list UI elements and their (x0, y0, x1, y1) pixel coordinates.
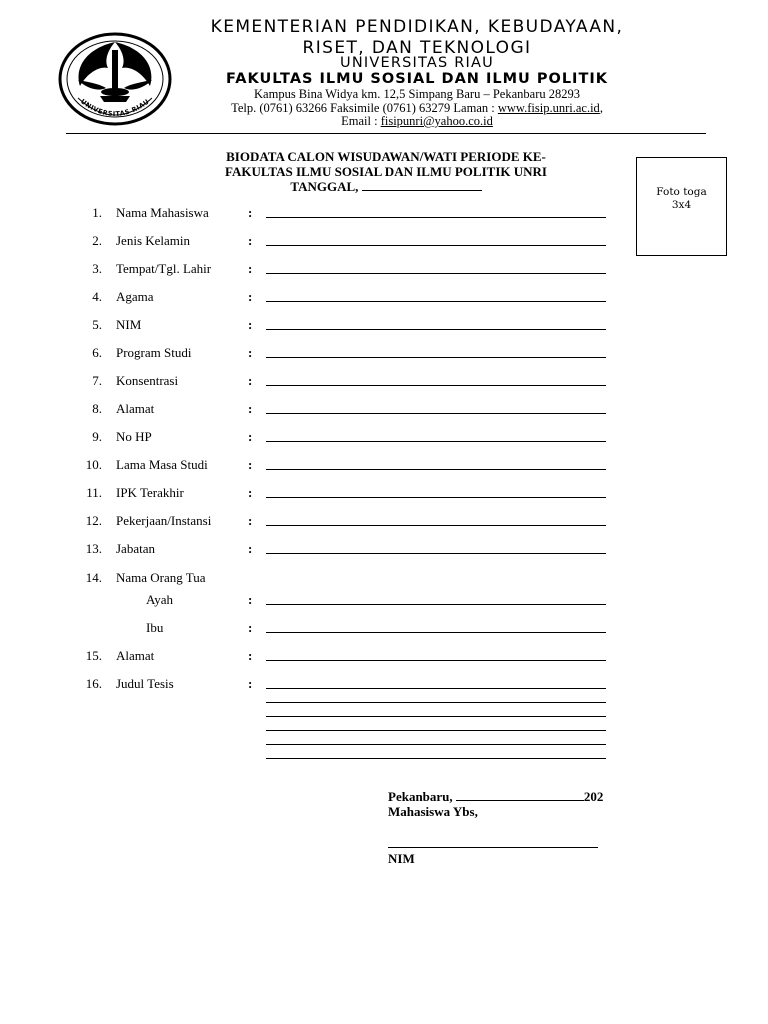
university-logo (58, 32, 172, 126)
field-input-line[interactable] (266, 553, 606, 554)
field-number: 16. (85, 676, 102, 691)
field-label: Jenis Kelamin (116, 233, 191, 248)
field-input-line[interactable] (266, 688, 606, 689)
field-input-line[interactable] (266, 660, 606, 661)
field-number: 2. (92, 233, 102, 248)
field-input-line[interactable] (266, 329, 606, 330)
field-number: 15. (85, 648, 102, 663)
field-number: 13. (85, 541, 102, 556)
field-label: No HP (116, 429, 152, 444)
field-input-line[interactable] (266, 301, 606, 302)
signature-date-blank[interactable] (456, 790, 584, 801)
signature-line[interactable] (388, 847, 598, 848)
field-label: Program Studi (116, 345, 192, 360)
signature-role: Mahasiswa Ybs, (388, 804, 478, 819)
field-colon: : (248, 233, 253, 248)
field-number: 5. (92, 317, 102, 332)
field-label: Jabatan (116, 541, 155, 556)
field-input-line[interactable] (266, 716, 606, 717)
date-blank[interactable] (362, 180, 482, 191)
ministry-line-1: KEMENTERIAN PENDIDIKAN, KEBUDAYAAN, (210, 17, 624, 37)
field-label: Pekerjaan/Instansi (116, 513, 212, 528)
field-colon: : (248, 485, 253, 500)
field-input-line[interactable] (266, 604, 606, 605)
field-colon: : (248, 457, 253, 472)
field-colon: : (248, 592, 253, 607)
field-number: 6. (92, 345, 102, 360)
field-input-line[interactable] (266, 497, 606, 498)
university-name: UNIVERSITAS RIAU (340, 55, 494, 71)
field-input-line[interactable] (266, 245, 606, 246)
phone-text: Telp. (0761) 63266 Faksimile (0761) 63279 Laman : (231, 101, 498, 115)
signature-nim: NIM (388, 851, 415, 866)
contact-line (178, 101, 656, 115)
photo-box[interactable] (636, 157, 727, 256)
faculty-name: FAKULTAS ILMU SOSIAL DAN ILMU POLITIK (226, 71, 608, 87)
field-colon: : (248, 317, 253, 332)
field-label: Judul Tesis (116, 676, 174, 691)
field-colon: : (248, 205, 253, 220)
field-number: 11. (86, 485, 102, 500)
form-title-line-1: BIODATA CALON WISUDAWAN/WATI PERIODE KE- (226, 149, 546, 164)
field-input-line[interactable] (266, 217, 606, 218)
signature-year: 202 (583, 789, 604, 804)
field-number: 14. (85, 570, 102, 585)
field-input-line[interactable] (266, 273, 606, 274)
field-input-line[interactable] (266, 441, 606, 442)
field-label: Ayah (146, 592, 173, 607)
field-colon: : (248, 345, 253, 360)
signature-place-date (388, 789, 603, 804)
photo-size: 3x4 (671, 199, 692, 211)
field-colon: : (248, 401, 253, 416)
logo-text: UNIVERSITAS RIAU (79, 97, 151, 119)
field-label: Alamat (116, 648, 155, 663)
field-colon: : (248, 289, 253, 304)
place-label: Pekanbaru, (388, 789, 456, 804)
field-label: NIM (116, 317, 142, 332)
field-number: 3. (92, 261, 102, 276)
field-input-line[interactable] (266, 525, 606, 526)
field-label: Lama Masa Studi (116, 457, 208, 472)
phone-suffix: , (599, 101, 603, 115)
website-link[interactable]: www.fisip.unri.ac.id (497, 101, 600, 115)
letterhead-divider (66, 133, 706, 134)
field-number: 4. (92, 289, 102, 304)
date-label: TANGGAL, (290, 179, 362, 194)
faculty-address: Kampus Bina Widya km. 12,5 Simpang Baru – Pekanbaru 28293 (254, 87, 580, 101)
field-input-line[interactable] (266, 413, 606, 414)
photo-label: Foto toga (656, 186, 707, 198)
field-label: Nama Orang Tua (116, 570, 206, 585)
field-colon: : (248, 620, 253, 635)
field-number: 12. (85, 513, 102, 528)
field-input-line[interactable] (266, 385, 606, 386)
field-colon: : (248, 648, 253, 663)
field-input-line[interactable] (266, 702, 606, 703)
field-colon: : (248, 541, 253, 556)
form-title-line-2: FAKULTAS ILMU SOSIAL DAN ILMU POLITIK UNRI (225, 164, 547, 179)
field-input-line[interactable] (266, 469, 606, 470)
field-label: Nama Mahasiswa (116, 205, 209, 220)
field-number: 1. (92, 205, 102, 220)
field-input-line[interactable] (266, 744, 606, 745)
field-colon: : (248, 676, 253, 691)
field-label: Konsentrasi (116, 373, 179, 388)
form-title-date (150, 180, 622, 194)
email-label: Email : (341, 114, 381, 128)
field-label: Tempat/Tgl. Lahir (116, 261, 212, 276)
field-label: Ibu (146, 620, 164, 635)
field-input-line[interactable] (266, 357, 606, 358)
field-label: Agama (116, 289, 154, 304)
field-label: Alamat (116, 401, 155, 416)
field-colon: : (248, 373, 253, 388)
field-input-line[interactable] (266, 632, 606, 633)
field-input-line[interactable] (266, 758, 606, 759)
ministry-line-2: RISET, DAN TEKNOLOGI (302, 38, 532, 58)
field-input-line[interactable] (266, 730, 606, 731)
email-link[interactable]: fisipunri@yahoo.co.id (380, 114, 493, 128)
field-number: 8. (92, 401, 102, 416)
email-line (178, 114, 656, 128)
field-colon: : (248, 261, 253, 276)
field-colon: : (248, 513, 253, 528)
field-number: 7. (92, 373, 102, 388)
field-colon: : (248, 429, 253, 444)
field-number: 10. (85, 457, 102, 472)
field-number: 9. (92, 429, 102, 444)
field-label: IPK Terakhir (116, 485, 184, 500)
